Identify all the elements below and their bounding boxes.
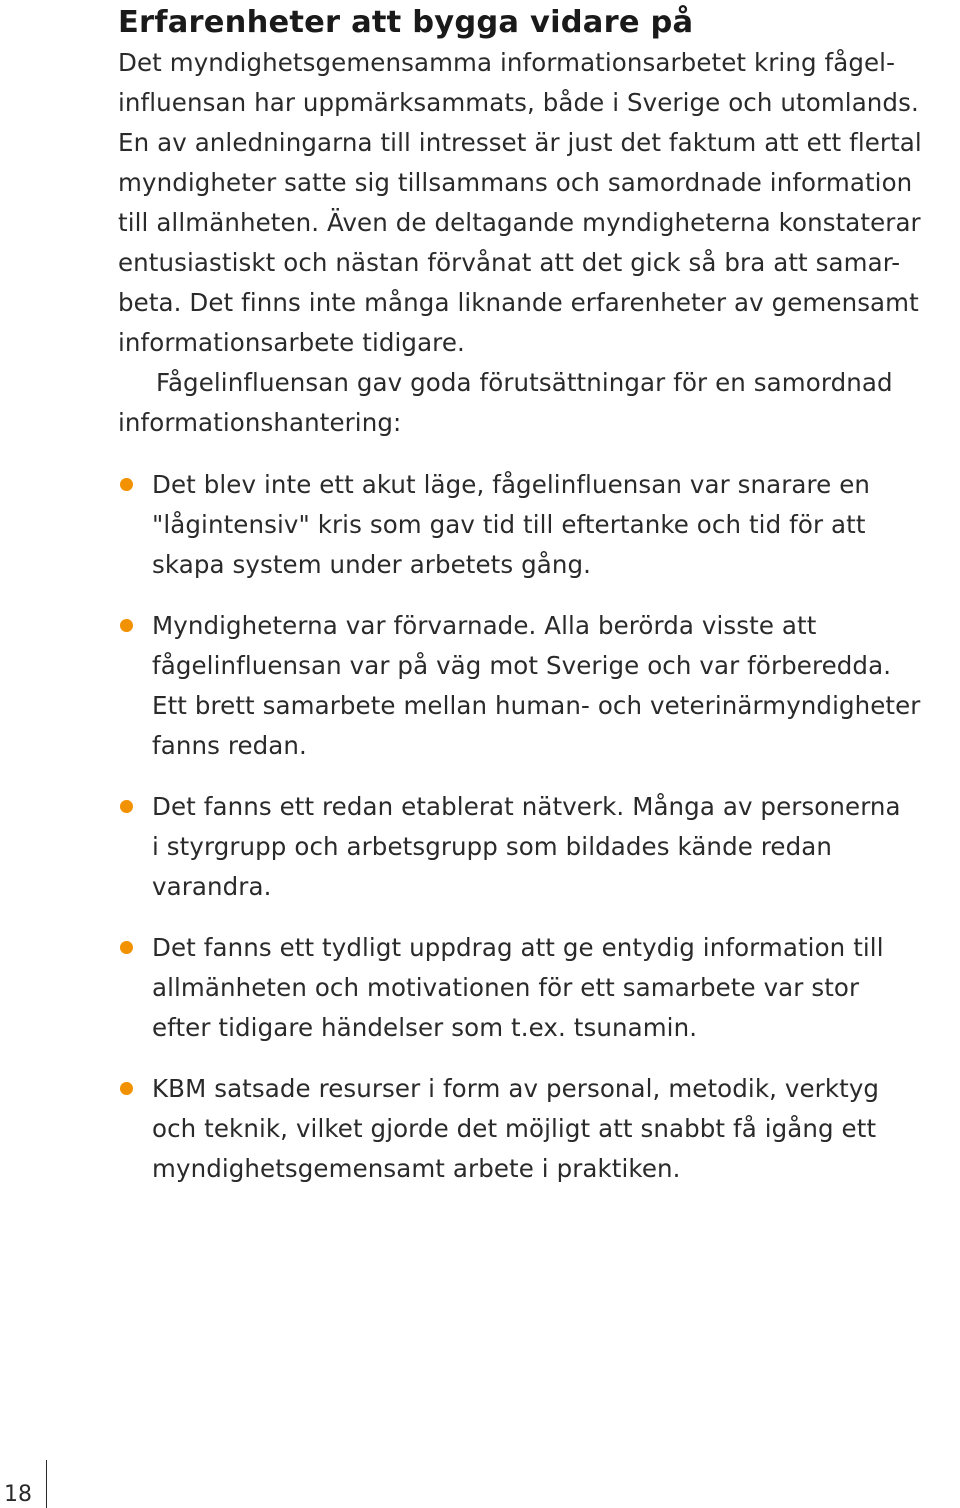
intro-line: entusiastiskt och nästan förvånat att det gick så bra att samar- — [118, 248, 901, 277]
intro-line: informationsarbete tidigare. — [118, 328, 465, 357]
list-item — [118, 606, 960, 766]
bullet-line: efter tidigare händelser som t.ex. tsunamin. — [152, 1013, 698, 1042]
list-item — [118, 1069, 960, 1189]
intro-line: influensan har uppmärksammats, både i Sverige och utomlands. — [118, 88, 919, 117]
bullet-line: KBM satsade resurser i form av personal, metodik, verktyg — [152, 1074, 880, 1103]
lead-line: Fågelinfluensan gav goda förutsättningar för en samordnad — [156, 368, 893, 397]
list-item — [118, 928, 960, 1048]
list-item — [118, 787, 960, 907]
bullet-line: skapa system under arbetets gång. — [152, 550, 592, 579]
section-heading: Erfarenheter att bygga vidare på — [118, 5, 694, 40]
bullet-line: "lågintensiv" kris som gav tid till eftertanke och tid för att — [152, 510, 866, 539]
bullet-line: i styrgrupp och arbetsgrupp som bildades kände redan — [152, 832, 832, 861]
bullet-dot-icon — [120, 478, 133, 491]
bullet-line: Det fanns ett tydligt uppdrag att ge entydig information till — [152, 933, 884, 962]
intro-line: till allmänheten. Även de deltagande myndigheterna konstaterar — [118, 208, 921, 237]
list-item — [118, 465, 960, 585]
page-number: 18 — [4, 1482, 32, 1507]
bullet-line: fanns redan. — [152, 731, 307, 760]
bullet-list — [118, 465, 960, 1189]
bullet-dot-icon — [120, 1082, 133, 1095]
page-number-rule — [46, 1460, 47, 1508]
bullet-line: myndighetsgemensamt arbete i praktiken. — [152, 1154, 681, 1183]
bullet-line: allmänheten och motivationen för ett samarbete var stor — [152, 973, 860, 1002]
intro-line: En av anledningarna till intresset är just det faktum att ett flertal — [118, 128, 922, 157]
bullet-line: Ett brett samarbete mellan human- och veterinärmyndigheter — [152, 691, 921, 720]
intro-paragraph — [118, 43, 960, 363]
lead-line: informationshantering: — [118, 408, 402, 437]
bullet-line: Det blev inte ett akut läge, fågelinfluensan var snarare en — [152, 470, 871, 499]
bullet-line: fågelinfluensan var på väg mot Sverige och var förberedda. — [152, 651, 892, 680]
bullet-line: varandra. — [152, 872, 272, 901]
page-content — [118, 0, 960, 1210]
bullet-dot-icon — [120, 941, 133, 954]
bullet-dot-icon — [120, 800, 133, 813]
bullet-line: Myndigheterna var förvarnade. Alla berörda visste att — [152, 611, 817, 640]
intro-line: myndigheter satte sig tillsammans och samordnade information — [118, 168, 913, 197]
bullet-line: och teknik, vilket gjorde det möjligt att snabbt få igång ett — [152, 1114, 877, 1143]
intro-line: Det myndighetsgemensamma informationsarbetet kring fågel- — [118, 48, 896, 77]
bullet-line: Det fanns ett redan etablerat nätverk. Många av personerna — [152, 792, 901, 821]
lead-paragraph — [118, 363, 960, 443]
bullet-dot-icon — [120, 619, 133, 632]
intro-line: beta. Det finns inte många liknande erfarenheter av gemensamt — [118, 288, 919, 317]
